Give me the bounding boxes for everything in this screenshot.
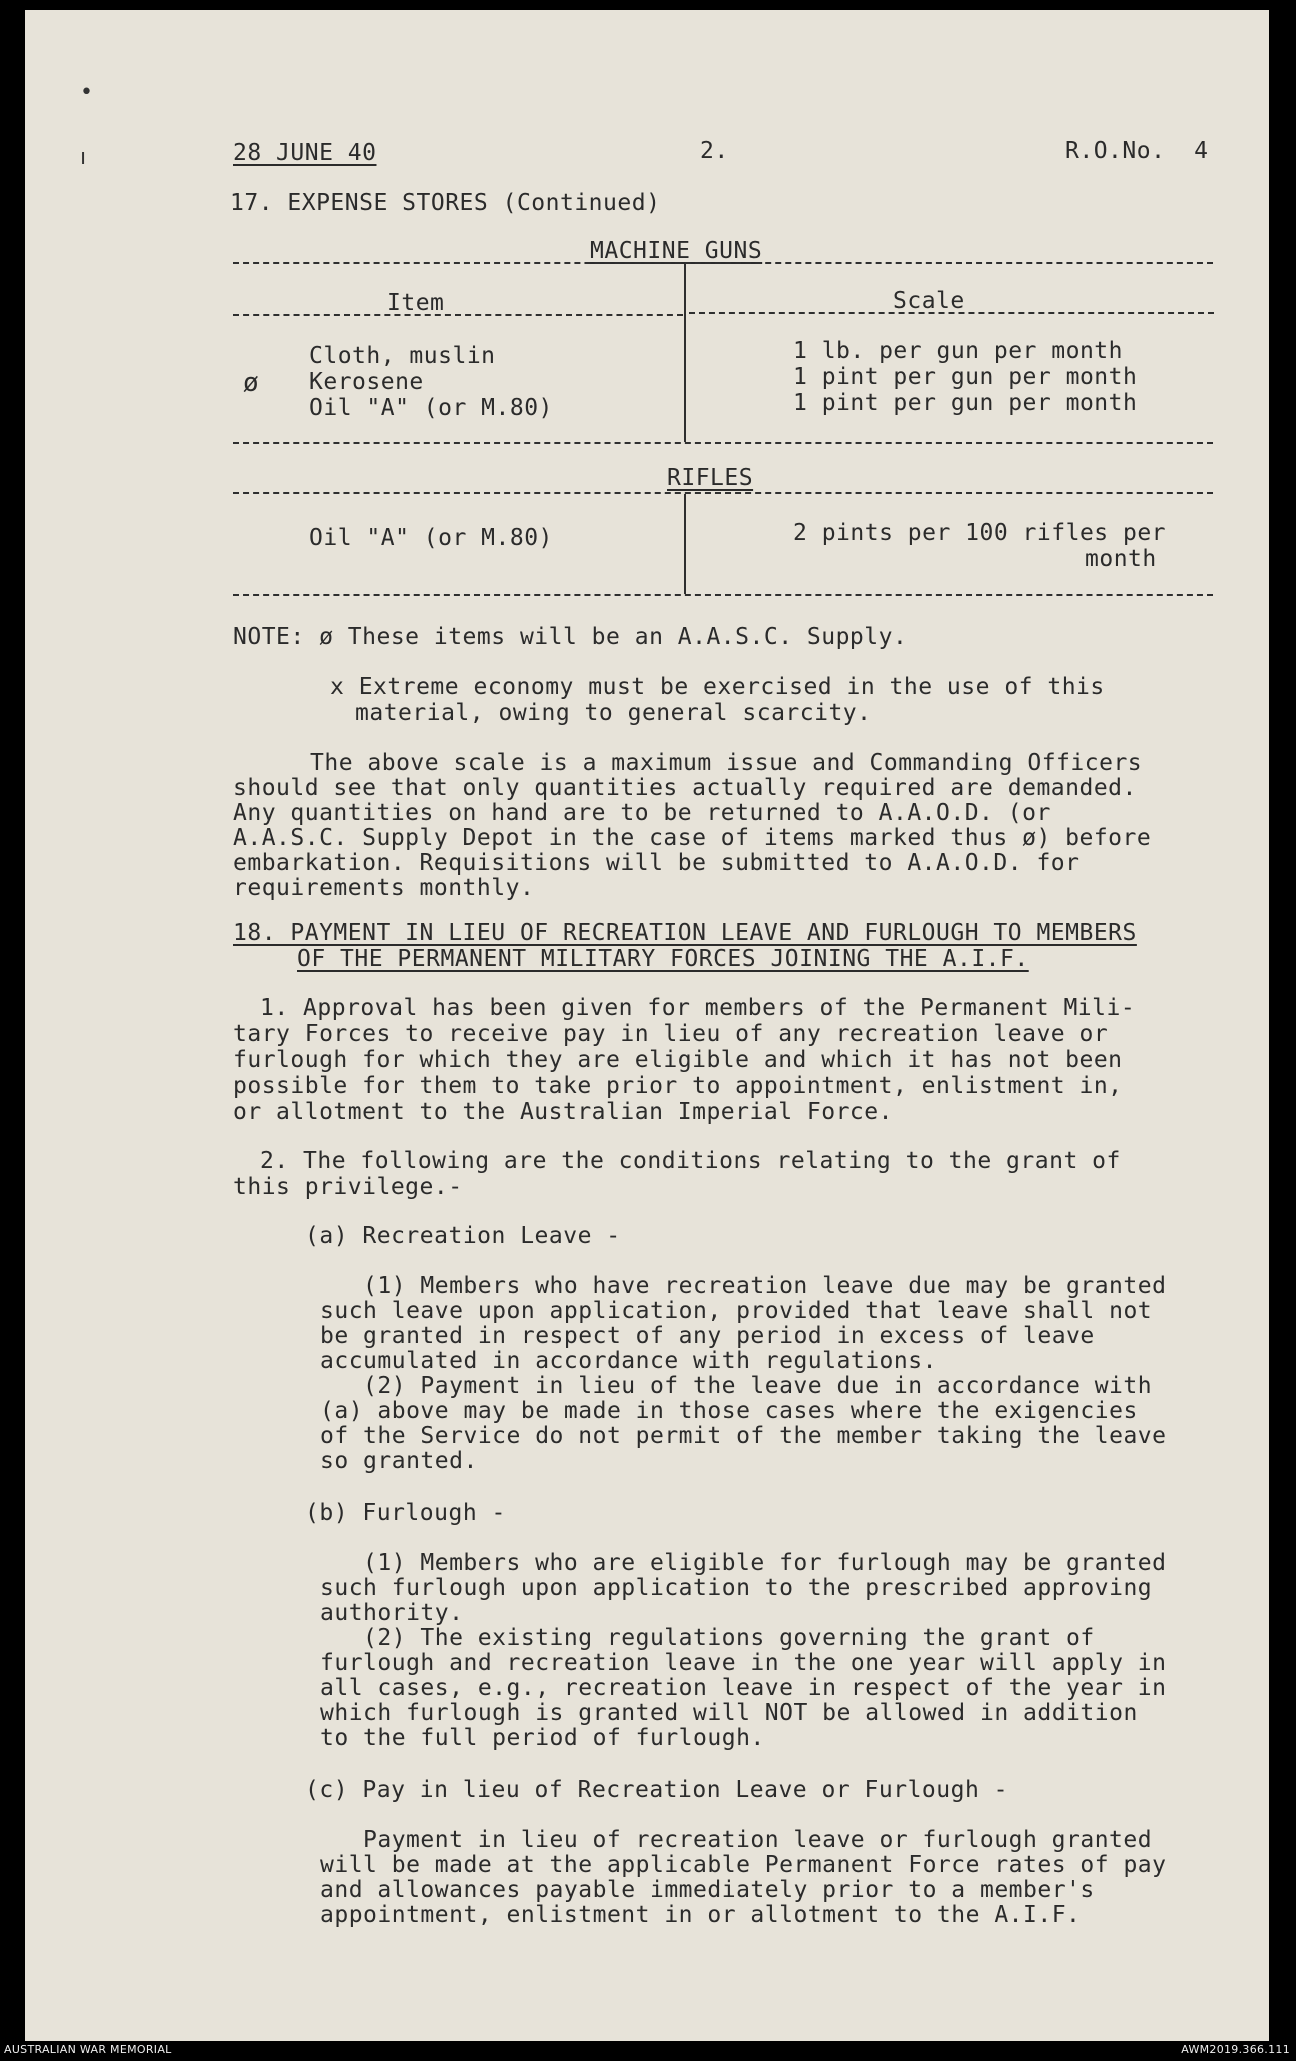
paragraph-line: to the full period of furlough. (320, 1725, 765, 1751)
paragraph-line: 1. Approval has been given for members of the Permanent Mili- (260, 995, 1136, 1021)
paragraph-line: this privilege.- (233, 1174, 463, 1200)
paragraph-line: or allotment to the Australian Imperial Force. (233, 1099, 893, 1125)
paragraph-line: all cases, e.g., recreation leave in respect of the year in (320, 1675, 1167, 1701)
paragraph-line: Payment in lieu of recreation leave or furlough granted (363, 1827, 1153, 1853)
page-number: 2. (700, 138, 729, 164)
paragraph-line: The above scale is a maximum issue and Commanding Officers (310, 750, 1143, 776)
rifle-scale: month (1085, 546, 1157, 572)
note-economy: x Extreme economy must be exercised in the use of this (330, 674, 1105, 700)
mg-item: Kerosene (309, 369, 424, 395)
paragraph-line: such leave upon application, provided that leave shall not (320, 1298, 1153, 1324)
paragraph-line: (a) above may be made in those cases where the exigencies (320, 1398, 1138, 1424)
mg-item: Cloth, muslin (309, 343, 496, 369)
paragraph-line: Any quantities on hand are to be returned to A.A.O.D. (or (233, 800, 1051, 826)
ro-number: R.O.No. 4 (1065, 138, 1209, 164)
rifle-scale: 2 pints per 100 rifles per (793, 520, 1167, 546)
table-rule (233, 314, 683, 316)
paragraph-line: A.A.S.C. Supply Depot in the case of items marked thus ø) before (233, 825, 1152, 851)
mg-scale: 1 pint per gun per month (793, 364, 1138, 390)
subsection-b-heading: (b) Furlough - (305, 1500, 506, 1526)
mg-item: Oil "A" (or M.80) (309, 395, 553, 421)
section-17-title: 17. EXPENSE STORES (Continued) (230, 190, 661, 216)
punch-mark: • (80, 80, 93, 105)
paragraph-line: be granted in respect of any period in excess of leave (320, 1323, 1095, 1349)
paragraph-line: tary Forces to receive pay in lieu of any recreation leave or (233, 1021, 1109, 1047)
note-supply: NOTE: ø These items will be an A.A.S.C. Supply. (233, 624, 908, 650)
mg-scale: 1 pint per gun per month (793, 390, 1138, 416)
machine-guns-heading: MACHINE GUNS (590, 238, 763, 264)
document-date: 28 JUNE 40 (233, 140, 377, 166)
column-header-scale: Scale (893, 288, 965, 314)
table-rule (233, 442, 1213, 444)
paragraph-line: (2) Payment in lieu of the leave due in accordance with (363, 1373, 1153, 1399)
paragraph-line: accumulated in accordance with regulations. (320, 1348, 937, 1374)
table-rule (233, 492, 1213, 494)
paragraph-line: possible for them to take prior to appointment, enlistment in, (233, 1073, 1123, 1099)
paragraph-line: (2) The existing regulations governing the grant of (363, 1625, 1095, 1651)
section-18-title: OF THE PERMANENT MILITARY FORCES JOINING THE A.I.F. (297, 946, 1029, 972)
mg-scale: 1 lb. per gun per month (793, 338, 1123, 364)
paragraph-line: such furlough upon application to the prescribed approving (320, 1575, 1153, 1601)
paragraph-line: of the Service do not permit of the member taking the leave (320, 1423, 1167, 1449)
archive-credit: AUSTRALIAN WAR MEMORIAL (4, 2043, 172, 2056)
paragraph-line: will be made at the applicable Permanent Force rates of pay (320, 1852, 1167, 1878)
diameter-marker: ø (243, 368, 260, 398)
table-rule (233, 594, 1213, 596)
paragraph-line: (1) Members who have recreation leave due may be granted (363, 1273, 1167, 1299)
paragraph-line: (1) Members who are eligible for furlough may be granted (363, 1550, 1167, 1576)
subsection-a-heading: (a) Recreation Leave - (305, 1223, 621, 1249)
paragraph-line: embarkation. Requisitions will be submitted to A.A.O.D. for (233, 850, 1080, 876)
paragraph-line: should see that only quantities actually required are demanded. (233, 775, 1137, 801)
paragraph-line: requirements monthly. (233, 875, 535, 901)
table-divider (684, 494, 686, 594)
paragraph-line: appointment, enlistment in or allotment to the A.I.F. (320, 1902, 1081, 1928)
table-divider (684, 264, 686, 442)
paragraph-line: which furlough is granted will NOT be allowed in addition (320, 1700, 1138, 1726)
note-economy: material, owing to general scarcity. (355, 700, 872, 726)
paragraph-line: furlough for which they are eligible and which it has not been (233, 1047, 1123, 1073)
document-page (25, 10, 1269, 2041)
subsection-c-heading: (c) Pay in lieu of Recreation Leave or Furlough - (305, 1777, 1009, 1803)
paragraph-line: so granted. (320, 1448, 478, 1474)
section-18-title: 18. PAYMENT IN LIEU OF RECREATION LEAVE AND FURLOUGH TO MEMBERS (233, 920, 1137, 946)
paragraph-line: 2. The following are the conditions relating to the grant of (260, 1148, 1121, 1174)
column-header-item: Item (387, 290, 445, 316)
paragraph-line: furlough and recreation leave in the one year will apply in (320, 1650, 1167, 1676)
archive-reference: AWM2019.366.111 (1181, 2043, 1290, 2056)
punch-mark: ı (80, 145, 87, 170)
table-rule (233, 262, 1213, 264)
table-rule (689, 312, 1214, 314)
rifles-heading: RIFLES (667, 465, 754, 491)
paragraph-line: and allowances payable immediately prior to a member's (320, 1877, 1095, 1903)
rifle-item: Oil "A" (or M.80) (309, 525, 553, 551)
paragraph-line: authority. (320, 1600, 464, 1626)
